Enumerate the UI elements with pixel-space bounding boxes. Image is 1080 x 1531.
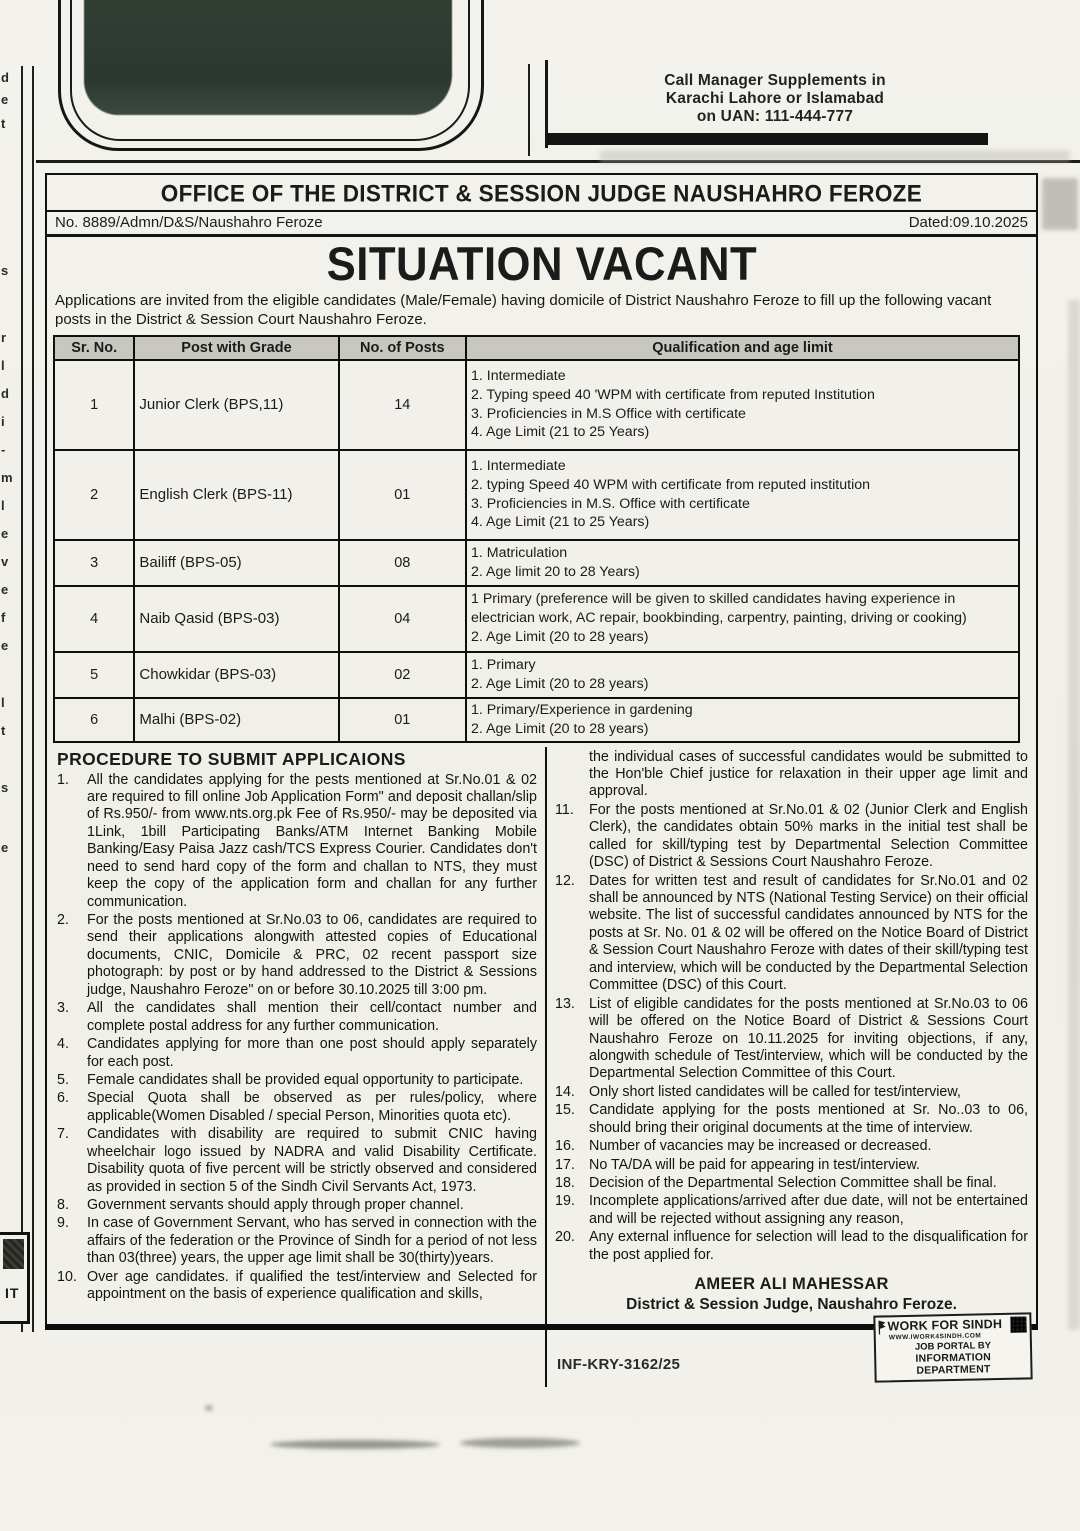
item-number: 12. <box>555 872 575 889</box>
qualifications <box>466 698 1019 742</box>
margin-char: f <box>1 610 6 625</box>
post-count: 01 <box>339 698 466 742</box>
item-number: 10. <box>57 1268 77 1285</box>
signatory-title: District & Session Judge, Naushahro Feroze. <box>626 1296 957 1314</box>
stamp-subtitle: JOB PORTAL BY <box>914 1340 992 1353</box>
ad-footer-row <box>555 1314 1028 1387</box>
item-number: 8. <box>57 1197 69 1213</box>
item-number: 1. <box>57 771 69 788</box>
sr-no: 2 <box>54 450 134 540</box>
margin-char: l <box>1 358 5 373</box>
item-number: 17. <box>555 1156 575 1173</box>
margin-char: s <box>1 780 9 795</box>
margin-char: m <box>1 470 13 485</box>
procedure-item <box>57 912 537 999</box>
item-text: List of eligible candidates for the posts mentioned at Sr.No.03 to 06 will be offered on the Notice Board of District & Sessions Court Naushahro Feroze on 10.11.2025 for inviting objections, if any, alongwith schedule of Test/interview, which will be conducted by the Departmental Selection Committee of this Court. <box>589 995 1028 1082</box>
qual-line: 3. Proficiencies in M.S Office with certificate <box>471 405 746 422</box>
table-row <box>54 540 1019 586</box>
item-text: In case of Government Servant, who has served in connection with the affairs of the federation or the Province of Sindh for a period of not less than 03(three) years, the upper age limit shall be 30(thirty)years. <box>87 1215 537 1267</box>
qual-line: 2. Age Limit (20 to 28 years) <box>471 675 649 692</box>
masthead-black-bar <box>548 133 988 145</box>
item-number: 13. <box>555 995 575 1012</box>
post-name: Junior Clerk (BPS,11) <box>134 360 338 450</box>
margin-char: r <box>1 330 7 345</box>
margin-char: v <box>1 554 9 569</box>
item-text: Candidates with disability are required to submit CNIC having wheelchair logo issued by NADRA and valid Disability Certificate. Disability quota of five percent will be strictly observed and considered as provided in section 5 of the Sindh Civil Servants Act, 1973. <box>87 1126 537 1195</box>
item-text: All the candidates applying for the pests mentioned at Sr.No.01 & 02 are required to fill online Job Application Form" and deposit challan/slip of Rs.950/- from www.nts.org.pk Fee of Rs.950/- may be deposited via 1Link, 1bill Participating Banks/ATM Internet Banking Mobile Banking/Easy Paisa Jazz cash/TCS Express Courier. Candidates don't need to send hard copy of the form and challan to NTS, they must keep the copy of the application form and challan for any further communication. <box>87 771 537 910</box>
procedure-item <box>57 1215 537 1267</box>
signatory-name: AMEER ALI MAHESSAR <box>694 1275 889 1294</box>
masthead-notice <box>560 72 990 126</box>
date: Dated:09.10.2025 <box>908 214 1028 231</box>
qual-line: 1. Primary <box>471 656 536 673</box>
procedure-item <box>57 1036 537 1071</box>
item-text: Any external influence for selection will lead to the disqualification for the post applied for. <box>589 1229 1028 1263</box>
item-text: Over age candidates. if qualified the test/interview and Selected for appointment on the basis of experience qualification and skills, <box>87 1268 537 1303</box>
ad-fragment-text: IT <box>5 1285 20 1301</box>
post-name: English Clerk (BPS-11) <box>134 450 338 540</box>
sr-no: 3 <box>54 540 134 586</box>
masthead-line: Karachi Lahore or Islamabad <box>665 89 885 107</box>
item-text: Candidate applying for the posts mentioned at Sr. No..03 to 06, should bring their original documents at the time of interview. <box>589 1102 1028 1136</box>
qualifications <box>466 586 1019 652</box>
item-text: For the posts mentioned at Sr.No.03 to 06, candidates are required to send their applications alongwith attested copies of Educational documents, CNIC, Domicile & PRC, 02 recent passport size photograph: by post or by hand addressed to the District & Sessions judge, Naushahro Feroze" on or before 30.10.2025 till 3:00 pm. <box>87 912 537 998</box>
procedure-item <box>57 1072 537 1089</box>
procedure-heading: PROCEDURE TO SUBMIT APPLICAIONS <box>57 748 406 769</box>
ad-title: SITUATION VACANT <box>326 236 757 291</box>
item-text: Female candidates shall be provided equal opportunity to participate. <box>87 1071 524 1088</box>
procedure-item <box>555 996 1028 1083</box>
qual-line: 2. Age Limit (20 to 28 years) <box>471 720 649 737</box>
margin-char: e <box>1 92 9 107</box>
procedure-continuation <box>555 749 1028 801</box>
work-for-sindh-stamp <box>873 1313 1032 1383</box>
ad-title-bar <box>47 237 1036 290</box>
scan-noise <box>1068 300 1080 1330</box>
qual-line: 2. Typing speed 40 'WPM with certificate from reputed Institution <box>471 386 875 403</box>
margin-char: d <box>1 70 9 85</box>
post-count: 02 <box>339 652 466 698</box>
item-number: 16. <box>555 1138 575 1155</box>
office-title-bar <box>47 175 1036 212</box>
column-rule <box>528 64 530 156</box>
table-row <box>54 652 1019 698</box>
item-number: 7. <box>57 1126 69 1143</box>
procedure-item <box>57 1090 537 1125</box>
col-quals: Qualification and age limit <box>466 336 1019 360</box>
qr-code-icon <box>1010 1317 1026 1333</box>
table-header-row <box>54 336 1019 360</box>
scan-noise <box>1042 178 1078 230</box>
item-number: 5. <box>57 1071 69 1088</box>
post-count: 08 <box>339 540 466 586</box>
column-rule <box>32 66 34 1332</box>
stamp-title: WORK FOR SINDH <box>887 1317 1003 1334</box>
item-number: 11. <box>555 801 574 818</box>
inf-number: INF-KRY-3162/25 <box>557 1356 681 1374</box>
margin-char: d <box>1 386 9 401</box>
post-name: Naib Qasid (BPS-03) <box>134 586 338 652</box>
scan-smudge <box>205 1405 213 1411</box>
col-count: No. of Posts <box>339 336 466 360</box>
column-rule <box>21 66 23 1332</box>
sr-no: 4 <box>54 586 134 652</box>
post-count: 01 <box>339 450 466 540</box>
cut-logo-image <box>84 0 452 115</box>
item-number: 20. <box>555 1229 575 1246</box>
col-post: Post with Grade <box>134 336 338 360</box>
table-row <box>54 360 1019 450</box>
procedure-right-column <box>547 747 1036 1388</box>
stamp-url: WWW.IWORK4SINDH.COM <box>888 1332 982 1342</box>
margin-char: e <box>1 526 9 541</box>
item-text: Government servants should apply through proper channel. <box>87 1197 464 1213</box>
item-number: 4. <box>57 1036 69 1053</box>
item-text: the individual cases of successful candidates would be submitted to the Hon'ble Chief justice for relaxation in their upper age limit and approval. <box>589 748 1028 800</box>
item-number: 3. <box>57 1000 69 1017</box>
office-title: OFFICE OF THE DISTRICT & SESSION JUDGE NAUSHAHRO FEROZE <box>160 179 923 207</box>
margin-char: i <box>1 414 5 429</box>
procedure-item <box>555 1138 1028 1155</box>
post-name: Malhi (BPS-02) <box>134 698 338 742</box>
post-name: Bailiff (BPS-05) <box>134 540 338 586</box>
reference-row <box>47 212 1036 237</box>
procedure-item <box>555 802 1028 872</box>
masthead-line: Call Manager Supplements in <box>664 72 886 89</box>
post-name: Chowkidar (BPS-03) <box>134 652 338 698</box>
item-number: 14. <box>555 1083 575 1100</box>
procedure-item <box>57 772 537 912</box>
qual-line: 2. Age limit 20 to 28 Years) <box>471 563 640 580</box>
table-row <box>54 586 1019 652</box>
sr-no: 5 <box>54 652 134 698</box>
item-text: Candidates applying for more than one post should apply separately for each post. <box>87 1036 537 1070</box>
situation-vacant-ad <box>45 173 1038 1377</box>
qualifications <box>466 652 1019 698</box>
post-count: 14 <box>339 360 466 450</box>
margin-char: l <box>1 498 5 513</box>
procedure-item <box>555 1157 1028 1174</box>
table-row <box>54 450 1019 540</box>
intro-paragraph: Applications are invited from the eligible candidates (Male/Female) having domicile of District Naushahro Feroze to fill up the following vacant posts in the District & Session Court Naushahro Feroze. <box>55 292 992 328</box>
margin-char: e <box>1 638 9 653</box>
qual-line: 1. Intermediate <box>471 367 566 384</box>
procedure-item <box>555 873 1028 995</box>
margin-char: t <box>1 723 6 738</box>
margin-char: s <box>1 263 9 278</box>
procedure-item <box>555 1175 1028 1192</box>
procedure-left-column <box>47 747 547 1388</box>
sr-no: 6 <box>54 698 134 742</box>
qual-line: 4. Age Limit (21 to 25 Years) <box>471 514 650 531</box>
item-text: Decision of the Departmental Selection Committee shall be final. <box>589 1175 997 1191</box>
qual-line: 1. Matriculation <box>471 544 568 561</box>
stamp-logo-icon <box>878 1321 885 1335</box>
procedure-item <box>555 1084 1028 1101</box>
item-number: 18. <box>555 1175 575 1191</box>
signature-block <box>555 1275 1028 1314</box>
sr-no: 1 <box>54 360 134 450</box>
item-number: 9. <box>57 1215 69 1232</box>
qual-line: 1 Primary (preference will be given to skilled candidates having experience in electrician work, AC repair, bookbinding, carpentry, painting, driving or cooking) <box>471 591 967 627</box>
item-text: No TA/DA will be paid for appearing in test/interview. <box>589 1156 920 1173</box>
section-rule <box>36 160 1080 163</box>
post-count: 04 <box>339 586 466 652</box>
item-number: 15. <box>555 1102 575 1119</box>
item-text: All the candidates shall mention their cell/contact number and complete postal address for any further communication. <box>87 1000 537 1034</box>
vacancy-table <box>53 335 1020 743</box>
qual-line: 1. Intermediate <box>471 457 566 474</box>
margin-char: l <box>1 695 5 710</box>
item-number: 19. <box>555 1193 575 1210</box>
col-sr-no: Sr. No. <box>54 336 134 360</box>
qual-line: 4. Age Limit (21 to 25 Years) <box>471 424 650 441</box>
procedure-item <box>57 1197 537 1214</box>
qualifications <box>466 450 1019 540</box>
margin-char: e <box>1 840 9 855</box>
item-text: Incomplete applications/arrived after due date, will not be entertained and will be rejected without assigning any reason, <box>589 1193 1028 1227</box>
item-number <box>555 749 589 801</box>
adjacent-ad-fragment <box>0 1232 30 1324</box>
scan-smudge <box>270 1440 440 1449</box>
margin-char: e <box>1 582 9 597</box>
item-text: Special Quota shall be observed as per rules/policy, where applicable(Women Disabled / special Person, Minorities quota etc). <box>87 1090 537 1124</box>
margin-char: t <box>1 116 6 131</box>
qualifications <box>466 360 1019 450</box>
qualifications <box>466 540 1019 586</box>
masthead-line: on UAN: 111-444-777 <box>696 107 854 125</box>
qual-line: 3. Proficiencies in M.S. Office with certificate <box>471 495 750 512</box>
table-row <box>54 698 1019 742</box>
item-text: Number of vacancies may be increased or decreased. <box>589 1138 932 1155</box>
procedure-item <box>57 1000 537 1035</box>
reference-number: No. 8889/Admn/D&S/Naushahro Feroze <box>55 214 323 231</box>
item-number: 2. <box>57 912 69 928</box>
qual-line: 2. typing Speed 40 WPM with certificate from reputed institution <box>471 476 871 493</box>
stamp-department: INFORMATION DEPARTMENT <box>915 1351 992 1377</box>
item-text: For the posts mentioned at Sr.No.01 & 02 (Junior Clerk and English Clerk), the candidates obtain 50% marks in the initial test shall be called for skill/typing test by Departmental Selection Committee (DSC) of District & Sessions Court Naushahro Feroze. <box>589 801 1028 871</box>
procedure-item <box>57 1126 537 1196</box>
procedure-item <box>555 1193 1028 1228</box>
qual-line: 1. Primary/Experience in gardening <box>471 701 693 718</box>
procedure-section <box>47 747 1036 1388</box>
procedure-item <box>57 1269 537 1304</box>
procedure-item <box>555 1102 1028 1137</box>
item-text: Dates for written test and result of candidates for Sr.No.01 and 02 shall be announced by NTS (National Testing Service) on their official website. The list of successful candidates announced by NTS for the posts at Sr. No. 01 & 02 will be offered on the Notice Board of District & Session Court Naushahro Feroze with dates of their skill/typing test and interview, which will be conducted by the Departmental Selection Committee (DSC) of this Court. <box>589 872 1028 994</box>
ad-fragment-image <box>3 1239 24 1269</box>
item-text: Only short listed candidates will be called for test/interview, <box>589 1083 961 1100</box>
qual-line: 2. Age Limit (20 to 28 years) <box>471 628 649 645</box>
item-number: 6. <box>57 1090 69 1107</box>
procedure-item <box>555 1229 1028 1264</box>
scan-smudge <box>460 1438 580 1448</box>
margin-char: - <box>1 442 6 457</box>
